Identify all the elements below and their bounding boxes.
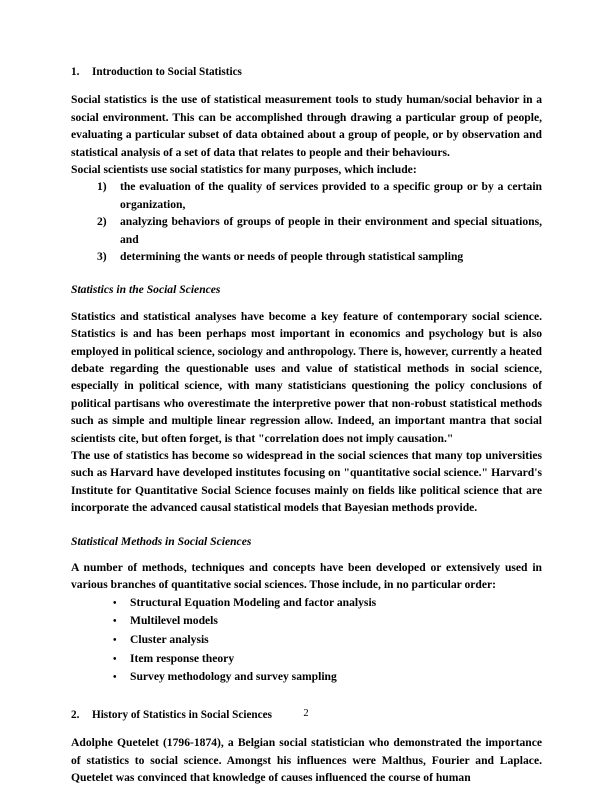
page-number: 2	[303, 708, 309, 719]
section-number-1: 1.	[71, 66, 80, 78]
list-item	[71, 178, 542, 213]
list-item	[71, 213, 542, 248]
bullet-icon: •	[113, 635, 117, 647]
list-item	[71, 248, 542, 265]
section-title-2: History of Statistics in Social Sciences	[92, 708, 272, 721]
spacer	[71, 299, 542, 308]
section-heading-1	[71, 64, 542, 81]
list-marker: 2)	[97, 215, 107, 229]
section-number-2: 2.	[71, 708, 80, 721]
list-item	[71, 650, 542, 669]
list-item-text: analyzing behaviors of groups of people in their environment and special situations, and	[120, 215, 542, 246]
subheading-statistics-in-social-sciences: Statistics in the Social Sciences	[71, 283, 221, 297]
paragraph-key-feature: Statistics and statistical analyses have become a key feature of contemporary social science. Statistics is and has been perhaps most important in economics and psychology but is also employed in political science, sociology and anthropology. There is, however, currently a heated debate regarding the questionable uses and value of statistical methods in social science, especially in political science, with many statisticians questioning the policy conclusions of political partisans who overestimate the interpretive power that non-robust statistical methods such as simple and multiple linear regression allow. Indeed, an important mantra that social scientists cite, but often forget, is that "correlation does not imply causation."	[71, 309, 542, 445]
page-content	[71, 64, 542, 786]
list-item-text: Item response theory	[130, 651, 235, 665]
spacer	[71, 517, 542, 533]
bullet-icon: •	[113, 597, 117, 609]
list-item-text: the evaluation of the quality of services provided to a specific group or by a certain organization,	[120, 180, 542, 211]
list-item	[71, 631, 542, 650]
list-item	[71, 668, 542, 687]
spacer	[71, 550, 542, 559]
paragraph-purposes-lead-in: Social scientists use social statistics for many purposes, which include:	[71, 162, 417, 176]
paragraph-intro-definition: Social statistics is the use of statistical measurement tools to study human/social behavior in a social environment. This can be accomplished through drawing a particular group of people, evaluating a particular subset of data obtained about a group of people, or by observation and statistical analysis of a set of data that relates to people and their behaviours.	[71, 93, 542, 159]
list-item-text: Survey methodology and survey sampling	[130, 670, 337, 684]
paragraph-widespread-use: The use of statistics has become so widespread in the social sciences that many top universities such as Harvard have developed institutes focusing on "quantitative social science." Harvard's Institute for Quantitative Social Science focuses mainly on fields like political science that are incorporate the advanced causal statistical models that Bayesian methods provide.	[71, 449, 542, 515]
spacer	[71, 687, 542, 707]
paragraph-quetelet: Adolphe Quetelet (1796-1874), a Belgian social statistician who demonstrated the importance of statistics to social science. Amongst his influences were Malthus, Fourier and Laplace. Quetelet was convinced that knowledge of causes influenced the course of human	[71, 736, 542, 784]
subheading-statistical-methods: Statistical Methods in Social Sciences	[71, 534, 252, 548]
list-item-text: Structural Equation Modeling and factor analysis	[130, 595, 377, 609]
list-item-text: determining the wants or needs of people through statistical sampling	[120, 249, 464, 263]
bulleted-list-methods	[71, 594, 542, 687]
list-marker: 1)	[97, 180, 107, 194]
list-item-text: Cluster analysis	[130, 633, 209, 647]
list-item-text: Multilevel models	[130, 614, 218, 628]
list-item	[71, 612, 542, 631]
list-marker: 3)	[97, 249, 107, 263]
spacer	[71, 265, 542, 281]
bullet-icon: •	[113, 616, 117, 628]
section-title-1: Introduction to Social Statistics	[92, 66, 242, 78]
numbered-list-purposes	[71, 178, 542, 265]
bullet-icon: •	[113, 672, 117, 684]
bullet-icon: •	[113, 653, 117, 665]
list-item	[71, 594, 542, 613]
paragraph-methods-lead-in: A number of methods, techniques and concepts have been developed or extensively used in various branches of quantitative social sciences. Those include, in no particular order:	[71, 561, 542, 592]
